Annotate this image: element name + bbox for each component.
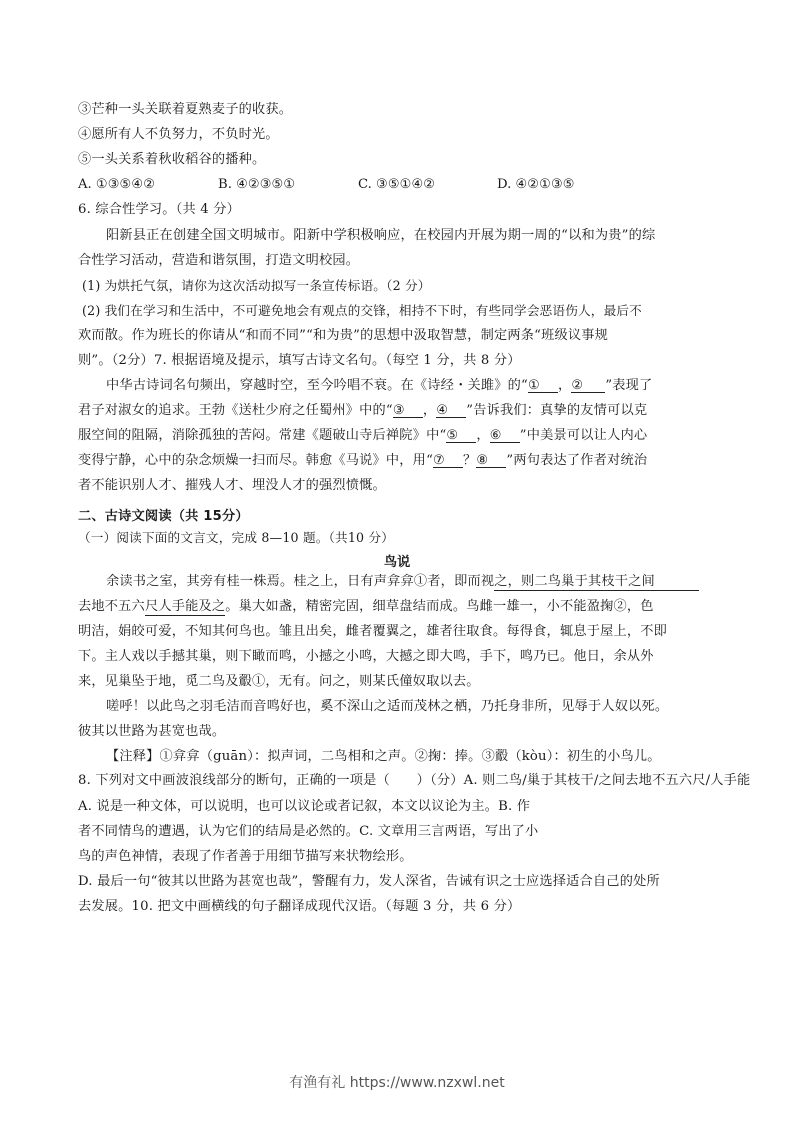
passage-line: 明洁，娟皎可爱，不知其何鸟也。雏且出矣，雌者覆翼之，雄者往取食。每得食，辄息于屋上，不即 [78,624,668,639]
fill-blank-4[interactable]: ④ [436,403,466,418]
q6-sub-question-2-cont: 欢而散。作为班长的你请从“和而不同”“和为贵”的思想中汲取智慧，制定两条“班级议事规 [78,328,609,343]
fill-blank-3[interactable]: ③ [393,403,423,418]
q8-line: 8. 下列对文中画波浪线部分的断句，正确的一项是（ ）（分）A. 则二鸟/巢于其枝干/之间去地不五六尺/人手能 [78,773,751,788]
underlined-sentence: 之，则二鸟巢于其枝干之间 [494,574,699,591]
fill-blank-7[interactable]: ⑦ [433,453,463,468]
q6-paragraph-line: 合性学习活动，营造和谐氛围，打造文明校园。 [78,253,360,268]
passage-notes: 【注释】①弇弇（guān）：拟声词，二鸟相和之声。②掬：捧。③鷇（kòu）：初生的小鸟儿。 [106,749,661,764]
passage-line: 来，见巢坠于地，觅二鸟及鷇①，无有。问之，则某氏僮奴取以去。 [78,674,480,689]
q9-option-line: 鸟的声色神情，表现了作者善于用细节描写来状物绘形。 [78,849,413,864]
q7-line-2 [78,403,647,419]
passage-line: 彼其以世路为甚宽也哉。 [78,724,226,739]
passage-line [78,599,654,615]
q7-text: ”表现了 [605,378,653,393]
fill-blank-6[interactable]: ⑥ [490,428,520,443]
q7-line-5: 者不能识别人才、摧残人才、埋没人才的强烈愤慨。 [78,478,386,493]
underlined-sentence: 尺人手能及之 [144,599,226,614]
q6-heading: 6. 综合性学习。（共 4 分） [78,202,241,217]
q7-text: 变得宁静，心中的杂念烦燥一扫而尽。韩愈《马说》中，用“ [78,453,434,468]
passage-line: 下。主人戏以手撼其巢，则下瞰而鸣，小撼之小鸣，大撼之即大鸣，手下，鸣乃已。他日，余从外 [78,649,654,664]
footer-watermark: 有渔有礼 https://www.nzxwl.net [289,1075,505,1091]
q7-text: 服空间的阻隔，消除孤独的苦闷。常建《题破山寺后禅院》中“ [78,428,447,443]
fill-blank-8[interactable]: ⑧ [476,453,506,468]
q6-sub-question-2-cont: 则”。（2分）7. 根据语境及提示，填写古诗文名句。（每空 1 分，共 8 分） [78,353,521,368]
q7-line-3 [78,428,647,444]
q5-item-3: ③芒种一头关联着夏熟麦子的收获。 [78,102,293,117]
fill-blank-2[interactable]: ② [571,378,605,393]
q7-separator: ， [476,428,490,443]
q9-option-line: D. 最后一句“彼其以世路为甚宽也哉”，警醒有力，发人深省，告诫有识之士应选择适合自己的处所 [78,874,660,889]
q5-option-a: A. ①③⑤④② [78,177,156,192]
q6-sub-question-2: (2) 我们在学习和生活中，不可避免地会有观点的交锋，相持不下时，有些同学会恶语伤人，最后不 [82,303,642,318]
q7-text: ”中美景可以让人内心 [519,428,648,443]
section-subheading: （一）阅读下面的文言文，完成 8—10 题。（共10 分） [78,530,395,545]
fill-blank-1[interactable]: ① [528,378,558,393]
passage-text: 去地不五六 [78,599,145,614]
q7-text: ”告诉我们：真挚的友情可以克 [466,403,648,418]
q7-text: 中华古诗词名句频出，穿越时空，至今吟唱不衰。在《诗经・关雎》的“ [106,378,528,393]
q5-option-d: D. ④②①③⑤ [497,177,575,192]
q6-sub-question-1: (1) 为烘托气氛，请你为这次活动拟写一条宣传标语。（2 分） [82,278,431,293]
q6-paragraph-line: 阳新县正在创建全国文明城市。阳新中学积极响应，在校园内开展为期一周的“以和为贵”的综 [106,228,656,243]
q7-text: 君子对淑女的追求。王勃《送杜少府之任蜀州》中的“ [78,403,393,418]
q9-option-line: 者不同情鸟的遭遇，认为它们的结局是必然的。C. 文章用三言两语，写出了小 [78,824,539,839]
passage-line: 嗟呼！以此鸟之羽毛洁而音鸣好也，奚不深山之适而茂林之栖，乃托身非所，见辱于人奴以死。 [106,699,669,714]
passage-line [106,574,699,590]
q7-separator: ？ [463,453,477,468]
q5-item-5: ⑤一头关系着秋收稻谷的播种。 [78,152,266,167]
q7-line-4 [78,453,647,469]
q7-separator: ， [422,403,437,418]
q5-item-4: ④愿所有人不负努力，不负时光。 [78,127,279,142]
passage-text: 余读书之室，其旁有桂一株焉。桂之上，日有声弇弇①者，即而视 [106,574,495,589]
q7-separator: ， [557,378,572,393]
q10-line: 去发展。10. 把文中画横线的句子翻译成现代汉语。（每题 3 分，共 6 分） [78,899,521,914]
passage-text: 。巢大如盏，精密完固，细草盘结而成。鸟雌一雄一，小不能盈掬②，色 [225,599,654,614]
section-heading: 二、古诗文阅读（共 15分） [78,509,249,524]
fill-blank-5[interactable]: ⑤ [446,428,476,443]
q5-option-b: B. ④②③⑤① [218,177,296,192]
q7-text: ”两句表达了作者对统治 [506,453,648,468]
passage-title: 鸟说 [383,555,411,570]
q9-option-line: A. 说是一种文体，可以说明，也可以议论或者记叙，本文以议论为主。B. 作 [78,799,531,814]
q7-line-1 [106,378,652,394]
q5-option-c: C. ③⑤①④② [358,177,436,192]
